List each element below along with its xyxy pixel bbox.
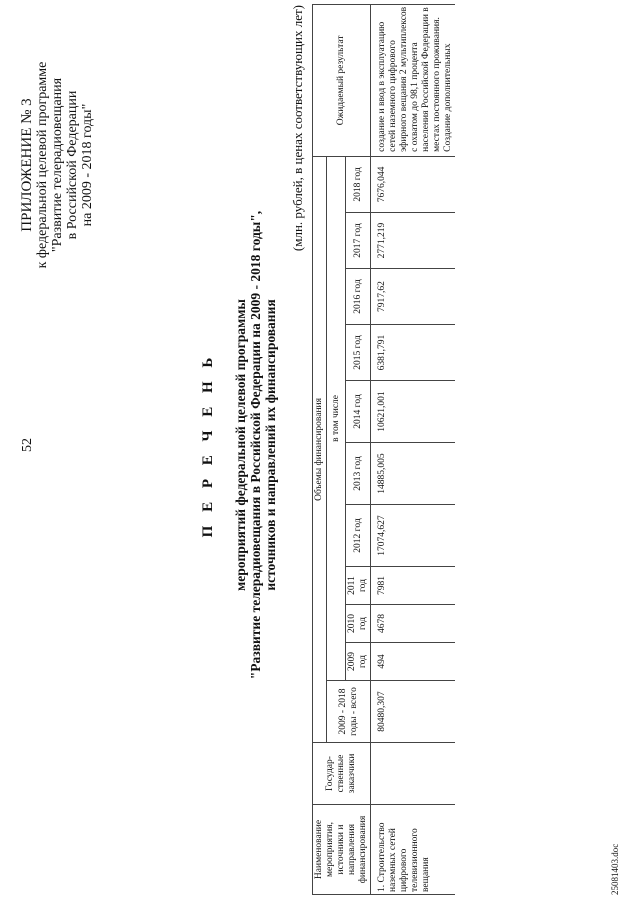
row-activity: 1. Строительство наземных сетей цифрового телевизионного вещания [371, 805, 456, 895]
appendix-title: ПРИЛОЖЕНИЕ № 3 [19, 98, 35, 232]
header-volumes: Объемы финансирования [313, 156, 327, 742]
appendix-line: на 2009 - 2018 годы" [80, 103, 95, 227]
row-value: 6381,791 [371, 325, 456, 381]
row-value: 2771,219 [371, 213, 456, 269]
header-year: 2015 год [346, 325, 371, 381]
row-value: 494 [371, 643, 456, 681]
appendix-block [20, 25, 95, 305]
header-year: 2018 год [346, 156, 371, 212]
row-result: создание и ввод в эксплуатацию сетей наземного цифрового эфирного вещания 2 мультиплексов с охватом до 98,1 процента населения Российской Федерации в местах постоянного проживания. Создание дополнительных [371, 4, 456, 156]
page-number: 52 [20, 438, 35, 452]
header-total: 2009 - 2018 годы - всего [327, 681, 371, 743]
header-year: 2013 год [346, 443, 371, 505]
row-value: 7676,044 [371, 156, 456, 212]
header-year: 2011 год [346, 567, 371, 605]
heading-line: "Развитие телерадиовещания в Российской Федерации на 2009 - 2018 годы", [248, 210, 263, 680]
header-year: 2016 год [346, 269, 371, 325]
table-row [371, 4, 456, 894]
header-customers: Государ-ственные заказчики [313, 743, 371, 805]
row-value: 10621,001 [371, 381, 456, 443]
appendix-line: к федеральной целевой программе [35, 61, 50, 269]
row-value: 7917,62 [371, 269, 456, 325]
header-year: 2012 год [346, 505, 371, 567]
row-customer [371, 743, 456, 805]
header-year: 2014 год [346, 381, 371, 443]
appendix-line: в Российской Федерации [65, 90, 80, 240]
header-including: в том числе [327, 156, 346, 680]
row-value: 14885,005 [371, 443, 456, 505]
row-total: 80480,307 [371, 681, 456, 743]
document-heading [200, 145, 278, 745]
heading-line: мероприятий федеральной целевой программы [233, 299, 248, 591]
appendix-line: "Развитие телерадиовещания [50, 77, 65, 253]
row-value: 7981 [371, 567, 456, 605]
header-year: 2009 год [346, 643, 371, 681]
units-note: (млн. рублей, в ценах соответствующих лет) [290, 5, 305, 252]
row-value: 17074,627 [371, 505, 456, 567]
heading-line: источников и направлений их финансирования [263, 299, 278, 591]
header-result: Ожидаемый результат [313, 4, 371, 156]
header-year: 2010 год [346, 605, 371, 643]
header-activity: Наименование мероприятия, источники и направления финансирования [313, 805, 371, 895]
document-title: П Е Р Е Ч Е Н Ь [200, 352, 216, 538]
funding-table [312, 4, 455, 895]
header-year: 2017 год [346, 213, 371, 269]
file-code: 25081403.doc [610, 843, 620, 895]
row-value: 4678 [371, 605, 456, 643]
